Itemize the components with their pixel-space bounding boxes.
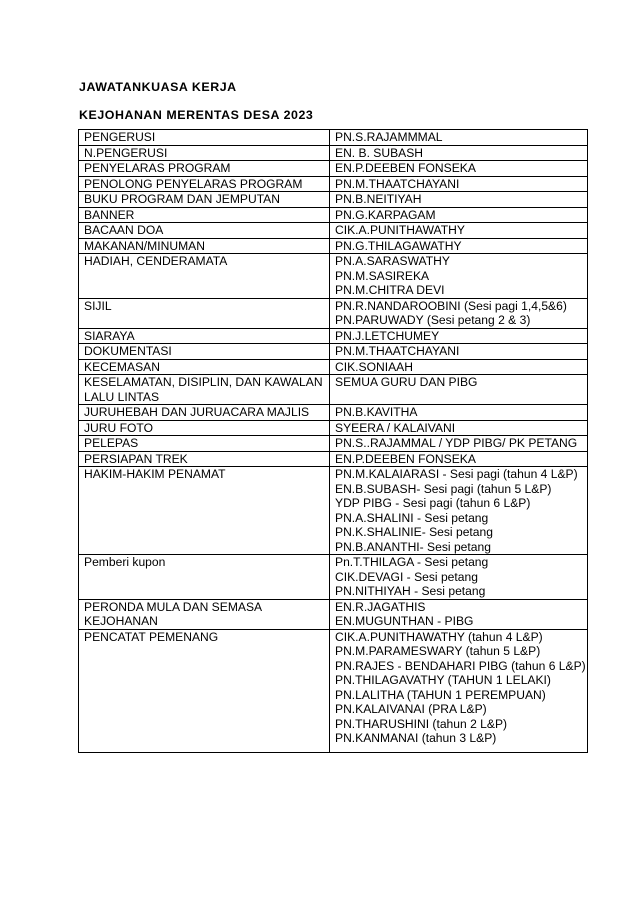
member-name: CIK.SONIAAH <box>335 359 413 374</box>
role-cell <box>79 629 330 752</box>
member-name: EN.R.JAGATHIS <box>335 599 426 614</box>
members-cell <box>330 192 588 208</box>
member-name: Pn.T.THILAGA - Sesi petang <box>335 555 489 569</box>
members-cell <box>330 254 588 299</box>
table-row <box>79 405 588 421</box>
role-label: PENCATAT PEMENANG <box>84 629 219 644</box>
role-label: PELEPAS <box>84 436 139 450</box>
role-cell <box>79 238 330 254</box>
table-row <box>79 145 588 161</box>
role-cell <box>79 599 330 629</box>
role-label: BACAAN DOA <box>84 223 164 237</box>
role-label: HAKIM-HAKIM PENAMAT <box>84 467 226 481</box>
member-name: PN.G.KARPAGAM <box>335 207 436 222</box>
table-row <box>79 420 588 436</box>
member-name: PN.B.NEITIYAH <box>335 192 422 206</box>
role-cell <box>79 436 330 452</box>
table-row <box>79 467 588 555</box>
role-cell <box>79 555 330 600</box>
member-name: PN.R.NANDAROOBINI (Sesi pagi 1,4,5&6) <box>335 298 567 313</box>
member-name: PN.M.THAATCHAYANI <box>335 176 460 191</box>
member-name: PN.A.SHALINI - Sesi petang <box>335 510 489 525</box>
role-label: JURU FOTO <box>84 420 153 435</box>
document-subtitle: KEJOHANAN MERENTAS DESA 2023 <box>79 108 314 122</box>
table-row <box>79 130 588 146</box>
table-row <box>79 238 588 254</box>
role-cell <box>79 451 330 467</box>
role-cell <box>79 344 330 360</box>
member-name: PN.THARUSHINI (tahun 2 L&P) <box>335 716 508 731</box>
table-row <box>79 344 588 360</box>
member-name: EN.P.DEEBEN FONSEKA <box>335 161 476 175</box>
member-name: PN.G.THILAGAWATHY <box>335 238 462 253</box>
members-cell <box>330 359 588 375</box>
member-name: PN.M.CHITRA DEVI <box>335 283 445 297</box>
member-name: PN.LALITHA (TAHUN 1 PEREMPUAN) <box>335 687 546 702</box>
member-name: SYEERA / KALAIVANI <box>335 420 456 435</box>
member-name: EN. B. SUBASH <box>335 145 424 160</box>
role-label: Pemberi kupon <box>84 555 166 569</box>
role-label: JURUHEBAH DAN JURUACARA MAJLIS <box>84 405 310 419</box>
member-name: PN.B.ANANTHI- Sesi petang <box>335 539 491 554</box>
member-name: PN.RAJES - BENDAHARI PIBG (tahun 6 L&P) <box>335 658 586 673</box>
role-label: BUKU PROGRAM DAN JEMPUTAN <box>84 192 280 206</box>
member-name: SEMUA GURU DAN PIBG <box>335 375 478 389</box>
table-row <box>79 207 588 223</box>
role-cell <box>79 328 330 344</box>
members-cell <box>330 555 588 600</box>
table-row <box>79 254 588 299</box>
role-cell <box>79 176 330 192</box>
members-cell <box>330 223 588 239</box>
members-cell <box>330 176 588 192</box>
role-label: N.PENGERUSI <box>84 145 168 160</box>
member-name: CIK.A.PUNITHAWATHY (tahun 4 L&P) <box>335 629 543 644</box>
role-label: SIARAYA <box>84 328 135 343</box>
role-label: PERONDA MULA DAN SEMASA KEJOHANAN <box>84 599 262 628</box>
member-name: PN.THILAGAVATHY (TAHUN 1 LELAKI) <box>335 673 551 687</box>
role-label: KECEMASAN <box>84 359 160 374</box>
members-cell <box>330 467 588 555</box>
member-name: CIK.A.PUNITHAWATHY <box>335 223 465 237</box>
member-name: PN.J.LETCHUMEY <box>335 328 440 343</box>
role-cell <box>79 254 330 299</box>
table-row <box>79 328 588 344</box>
members-cell <box>330 161 588 177</box>
members-cell <box>330 344 588 360</box>
members-cell <box>330 375 588 405</box>
members-cell <box>330 298 588 328</box>
member-name: PN.K.SHALINIE- Sesi petang <box>335 525 493 539</box>
role-label: PERSIAPAN TREK <box>84 451 188 466</box>
table-row <box>79 223 588 239</box>
role-cell <box>79 192 330 208</box>
member-name: PN.B.KAVITHA <box>335 405 418 419</box>
members-cell <box>330 599 588 629</box>
table-row <box>79 298 588 328</box>
member-name: EN.P.DEEBEN FONSEKA <box>335 451 476 466</box>
member-name: CIK.DEVAGI - Sesi petang <box>335 569 478 584</box>
role-cell <box>79 207 330 223</box>
members-cell <box>330 328 588 344</box>
role-cell <box>79 223 330 239</box>
role-cell <box>79 161 330 177</box>
table-row <box>79 599 588 629</box>
role-label: PENGERUSI <box>84 130 156 144</box>
members-cell <box>330 207 588 223</box>
role-cell <box>79 130 330 146</box>
members-cell <box>330 145 588 161</box>
role-cell <box>79 145 330 161</box>
role-cell <box>79 420 330 436</box>
member-name: PN.M.SASIREKA <box>335 268 430 283</box>
role-label: DOKUMENTASI <box>84 344 172 358</box>
members-cell <box>330 436 588 452</box>
role-label: PENYELARAS PROGRAM <box>84 161 231 175</box>
members-cell <box>330 238 588 254</box>
role-cell <box>79 405 330 421</box>
table-row <box>79 192 588 208</box>
member-name: PN.S.RAJAMMMAL <box>335 130 443 144</box>
members-cell <box>330 629 588 752</box>
role-cell <box>79 359 330 375</box>
role-cell <box>79 298 330 328</box>
role-label: SIJIL <box>84 298 112 313</box>
member-name: YDP PIBG - Sesi pagi (tahun 6 L&P) <box>335 496 531 510</box>
role-label: KESELAMATAN, DISIPLIN, DAN KAWALAN LALU LINTAS <box>84 375 323 404</box>
role-cell <box>79 467 330 555</box>
member-name: EN.B.SUBASH- Sesi pagi (tahun 5 L&P) <box>335 481 552 496</box>
member-name: PN.M.THAATCHAYANI <box>335 344 460 358</box>
committee-table <box>78 129 588 753</box>
member-name: PN.M.PARAMESWARY (tahun 5 L&P) <box>335 644 541 658</box>
document-title: JAWATANKUASA KERJA <box>79 80 237 94</box>
member-name: PN.KALAIVANAI (PRA L&P) <box>335 702 487 716</box>
role-cell <box>79 375 330 405</box>
table-row <box>79 629 588 752</box>
table-row <box>79 161 588 177</box>
table-row <box>79 555 588 600</box>
role-label: MAKANAN/MINUMAN <box>84 238 205 253</box>
member-name: PN.M.KALAIARASI - Sesi pagi (tahun 4 L&P) <box>335 467 578 481</box>
role-label: BANNER <box>84 207 135 222</box>
member-name: PN.A.SARASWATHY <box>335 254 450 268</box>
table-row <box>79 451 588 467</box>
table-row <box>79 176 588 192</box>
members-cell <box>330 420 588 436</box>
member-name: PN.S..RAJAMMAL / YDP PIBG/ PK PETANG <box>335 436 578 450</box>
table-row <box>79 359 588 375</box>
member-name: PN.KANMANAI (tahun 3 L&P) <box>335 731 497 745</box>
table-row <box>79 375 588 405</box>
role-label: PENOLONG PENYELARAS PROGRAM <box>84 176 303 191</box>
table-row <box>79 436 588 452</box>
members-cell <box>330 405 588 421</box>
member-name: PN.PARUWADY (Sesi petang 2 & 3) <box>335 313 531 327</box>
committee-table-body <box>79 130 588 753</box>
role-label: HADIAH, CENDERAMATA <box>84 254 228 268</box>
member-name: PN.NITHIYAH - Sesi petang <box>335 584 486 598</box>
members-cell <box>330 451 588 467</box>
member-name: EN.MUGUNTHAN - PIBG <box>335 614 474 628</box>
members-cell <box>330 130 588 146</box>
